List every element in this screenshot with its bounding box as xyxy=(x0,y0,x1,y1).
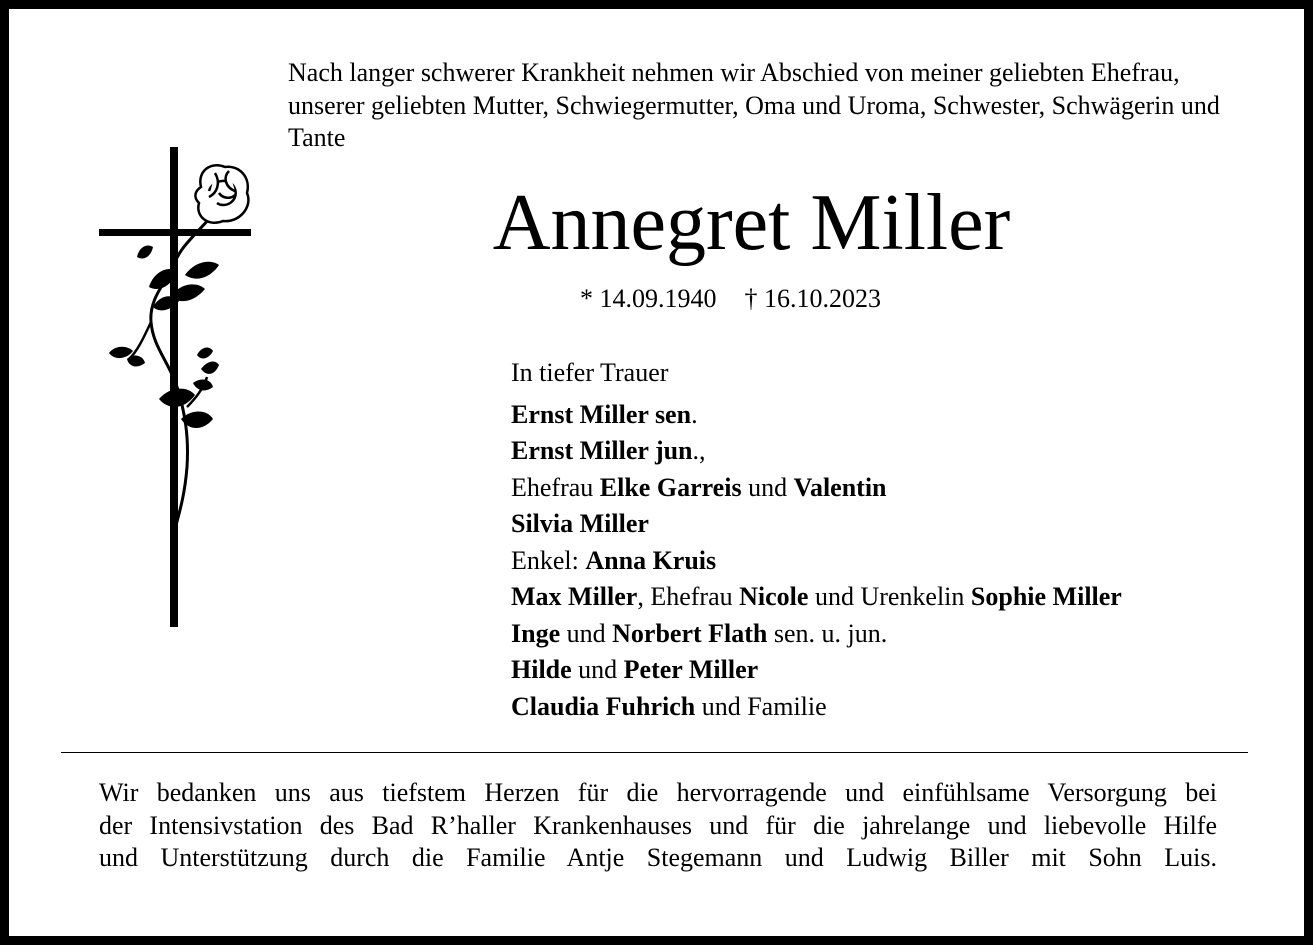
mourner-name: Anna Kruis xyxy=(585,545,717,575)
mourner-text: ., xyxy=(692,436,706,465)
mourner-name: Claudia Fuhrich xyxy=(511,691,696,721)
divider xyxy=(61,752,1248,753)
mourner-name: Peter Miller xyxy=(623,655,759,684)
mourner-line xyxy=(511,579,1122,616)
obituary-card xyxy=(9,9,1304,936)
mourner-name: Inge xyxy=(511,618,561,648)
mourner-line xyxy=(511,433,1122,470)
mourner-text: und xyxy=(560,618,613,648)
mourner-text: sen. u. jun. xyxy=(767,618,888,648)
mourner-text: und Familie xyxy=(695,691,827,721)
mourner-line xyxy=(511,470,1122,507)
mourner-text: Enkel: xyxy=(511,545,586,575)
life-dates xyxy=(580,282,881,316)
mourner-name: Norbert Flath xyxy=(612,618,768,648)
mourner-text: , Ehefrau xyxy=(637,582,740,611)
mourner-name: Silvia Miller xyxy=(511,509,649,538)
mourner-line xyxy=(511,397,1122,434)
mourner-line xyxy=(511,616,1122,653)
mourner-name: Elke Garreis xyxy=(599,472,742,502)
thanks-line: Wir bedanken uns aus tiefstem Herzen für die hervorragende und einfühlsame Versorgung bei xyxy=(99,778,1217,807)
mourner-lines xyxy=(511,397,1122,726)
mourner-name: Hilde xyxy=(511,655,572,684)
mourner-line xyxy=(511,543,1122,580)
mourner-line xyxy=(511,652,1122,689)
birth-date: * 14.09.1940 xyxy=(580,284,717,313)
mourner-name: Sophie Miller xyxy=(970,582,1122,611)
deceased-name: Annegret Miller xyxy=(492,179,1011,267)
mourner-line xyxy=(511,689,1122,726)
mourner-name: Ernst Miller sen xyxy=(511,399,692,429)
thanks-line: der Intensivstation des Bad R’haller Krankenhauses und für die jahrelange und liebevolle Hilfe xyxy=(99,810,1217,840)
mourner-name: Nicole xyxy=(739,582,809,611)
mourner-name: Ernst Miller jun xyxy=(511,436,693,465)
mourner-text: . xyxy=(691,399,698,429)
intro-text: Nach langer schwerer Krankheit nehmen wir Abschied von meiner geliebten Ehefrau, unserer geliebten Mutter, Schwiegermutter, Oma und Uroma, Schwester, Schwägerin und Tante xyxy=(288,58,1220,152)
mourning-lead: In tiefer Trauer xyxy=(511,358,669,387)
thanks-text xyxy=(99,777,1217,875)
mourner-text: Ehefrau xyxy=(511,472,600,502)
mourner-text: und xyxy=(571,655,624,684)
thanks-line: und Unterstützung durch die Familie Antje Stegemann und Ludwig Biller mit Sohn Luis. xyxy=(99,843,1217,872)
mourner-text: und xyxy=(741,472,794,502)
death-date: † 16.10.2023 xyxy=(744,284,881,313)
mourner-line xyxy=(511,506,1122,543)
mourner-text: und Urenkelin xyxy=(808,582,971,611)
mourner-name: Max Miller xyxy=(511,582,638,611)
mourners-list xyxy=(511,355,1122,725)
mourner-name: Valentin xyxy=(793,472,887,502)
